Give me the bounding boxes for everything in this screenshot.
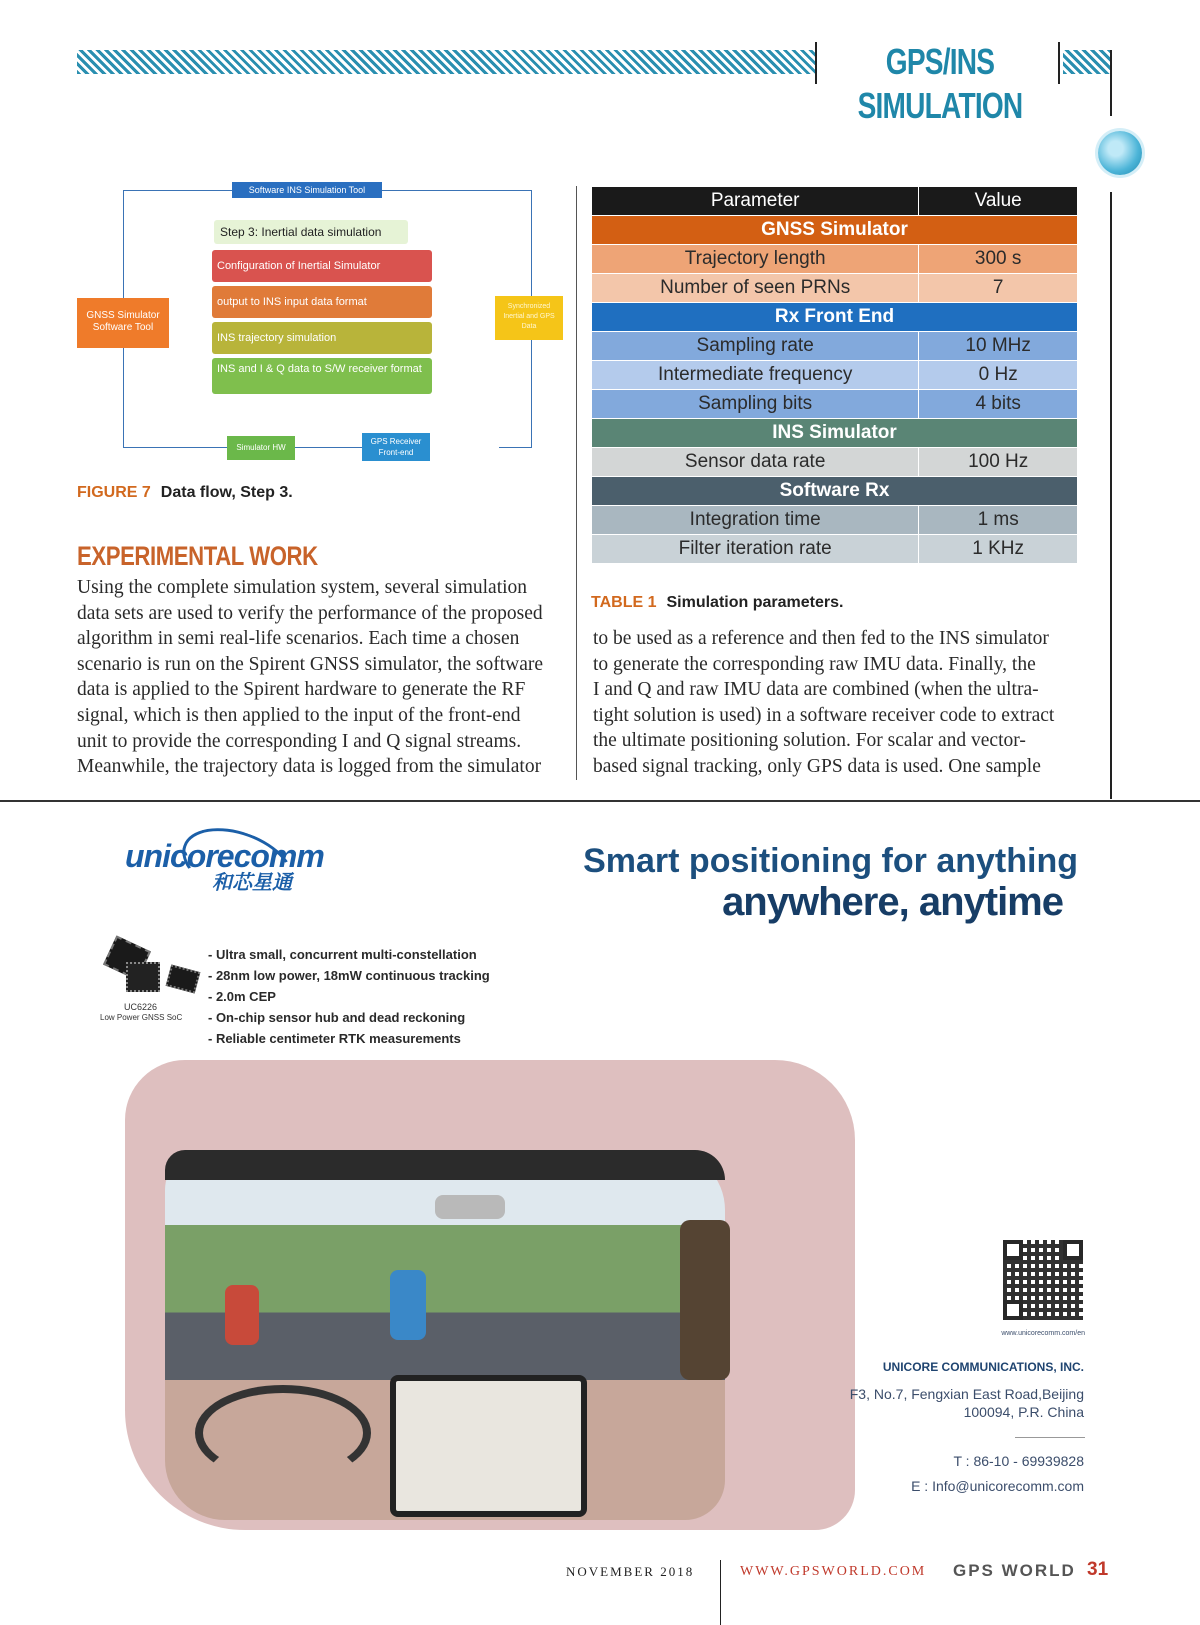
value-cell: 4 bits xyxy=(919,390,1078,419)
text-line: data is applied to the Spirent hardware to generate the RF xyxy=(77,679,526,701)
value-cell: 0 Hz xyxy=(919,361,1078,390)
list-item: - On-chip sensor hub and dead reckoning xyxy=(208,1010,466,1025)
param-cell: Sampling rate xyxy=(592,332,919,361)
step-box: output to INS input data format xyxy=(212,286,432,318)
section-row xyxy=(592,419,1078,448)
footer-magazine: GPS WORLD xyxy=(953,1561,1076,1580)
text-line: based signal tracking, only GPS data is used. One sample xyxy=(593,755,1041,777)
chip-image-icon xyxy=(104,940,174,995)
sync-data-box: Synchronized Inertial and GPS Data xyxy=(495,296,563,340)
table-row xyxy=(592,274,1078,303)
text-line: tight solution is used) in a software receiver code to extract xyxy=(593,704,1055,726)
footer-url: WWW.GPSWORLD.COM xyxy=(740,1564,927,1579)
table-row xyxy=(592,245,1078,274)
section-title: INS Simulator xyxy=(592,419,1078,448)
ad-tagline-2: anywhere, anytime xyxy=(722,880,1063,924)
step-label: Step 3: Inertial data simulation xyxy=(214,220,408,244)
param-cell: Intermediate frequency xyxy=(592,361,919,390)
table-caption-text: Simulation parameters. xyxy=(666,594,844,611)
value-cell: 1 KHz xyxy=(919,535,1078,564)
header-stripe xyxy=(1063,50,1111,74)
list-item: - Ultra small, concurrent multi-constellation xyxy=(208,947,477,962)
list-item: - 28nm low power, 18mW continuous tracking xyxy=(208,968,490,983)
page-number: 31 xyxy=(1087,1559,1109,1580)
unicorecomm-logo-cn: 和芯星通 xyxy=(212,872,292,894)
qr-url: www.unicorecomm.com/en xyxy=(1001,1330,1085,1337)
param-cell: Sampling bits xyxy=(592,390,919,419)
value-cell: 300 s xyxy=(919,245,1078,274)
column-divider xyxy=(576,186,577,780)
ad-separator xyxy=(0,800,1200,802)
section-row xyxy=(592,216,1078,245)
page-edge-line xyxy=(1110,192,1112,799)
feature-list xyxy=(208,944,628,1049)
param-cell: Trajectory length xyxy=(592,245,919,274)
table-row xyxy=(592,332,1078,361)
article-left-column xyxy=(77,575,564,780)
address-line-2: 100094, P.R. China xyxy=(963,1404,1084,1420)
logo-swoosh-icon xyxy=(172,814,304,916)
text-line: data sets are used to verify the performance of the proposed xyxy=(77,602,543,624)
chip-label: UC6226 xyxy=(124,1002,158,1012)
section-row xyxy=(592,303,1078,332)
section-heading: EXPERIMENTAL WORK xyxy=(77,541,318,571)
chip-description: Low Power GNSS SoC xyxy=(100,1013,183,1022)
section-title: GPS/INS SIMULATION xyxy=(857,41,1023,126)
text-line: scenario is run on the Spirent GNSS simulator, the software xyxy=(77,653,544,675)
header-divider xyxy=(815,42,817,84)
column-header: Value xyxy=(919,187,1078,216)
text-line: I and Q and raw IMU data are combined (when the ultra- xyxy=(593,679,1039,701)
gnss-tool-box: GNSS Simulator Software Tool xyxy=(77,298,169,348)
column-header: Parameter xyxy=(592,187,919,216)
ad-tagline-1: Smart positioning for anything xyxy=(583,842,1078,880)
value-cell: 10 MHz xyxy=(919,332,1078,361)
article-right-column xyxy=(593,626,1081,780)
table-row xyxy=(592,535,1078,564)
address-line-1: F3, No.7, Fengxian East Road,Beijing xyxy=(849,1386,1084,1402)
contact-divider xyxy=(1015,1437,1085,1438)
globe-icon xyxy=(1098,131,1142,175)
text-line: Meanwhile, the trajectory data is logged from the simulator xyxy=(77,756,542,778)
text-line: to be used as a reference and then fed to the INS simulator xyxy=(593,628,1049,649)
section-title: Rx Front End xyxy=(592,303,1078,332)
param-cell: Integration time xyxy=(592,506,919,535)
email: E : Info@unicorecomm.com xyxy=(911,1478,1084,1494)
param-cell: Sensor data rate xyxy=(592,448,919,477)
text-line: to generate the corresponding raw IMU data. Finally, the xyxy=(593,653,1036,675)
footer-date: NOVEMBER 2018 xyxy=(566,1564,695,1579)
ad-illustration xyxy=(105,1040,865,1540)
header-divider xyxy=(1058,42,1060,84)
header-stripe xyxy=(77,50,817,74)
value-cell: 1 ms xyxy=(919,506,1078,535)
step-box: Configuration of Inertial Simulator xyxy=(212,250,432,282)
value-cell: 100 Hz xyxy=(919,448,1078,477)
table-row xyxy=(592,506,1078,535)
table-row xyxy=(592,448,1078,477)
step-box: INS trajectory simulation xyxy=(212,322,432,354)
section-title: GNSS Simulator xyxy=(592,216,1078,245)
qr-code-icon xyxy=(1003,1240,1083,1320)
simulation-parameters-table xyxy=(591,186,1078,564)
gps-frontend-box: GPS Receiver Front-end xyxy=(362,433,430,461)
section-title: Software Rx xyxy=(592,477,1078,506)
simulator-hw-box: Simulator HW xyxy=(227,436,295,460)
param-cell: Filter iteration rate xyxy=(592,535,919,564)
text-line: algorithm in semi real-life scenarios. Each time a chosen xyxy=(77,628,520,650)
data-flow-diagram xyxy=(77,180,567,465)
list-item: - Reliable centimeter RTK measurements xyxy=(208,1031,461,1046)
step-box: INS and I & Q data to S/W receiver format xyxy=(212,358,432,394)
table-caption-label: TABLE 1 xyxy=(591,594,657,611)
page-edge-line xyxy=(1110,50,1112,116)
table-row xyxy=(592,361,1078,390)
text-line: unit to provide the corresponding I and Q signal streams. xyxy=(77,730,522,752)
phone: T : 86-10 - 69939828 xyxy=(953,1453,1084,1469)
param-cell: Number of seen PRNs xyxy=(592,274,919,303)
footer-divider xyxy=(720,1560,721,1625)
figure-caption-label: FIGURE 7 xyxy=(77,484,151,501)
text-line: signal, which is then applied to the input of the front-end xyxy=(77,704,521,726)
tool-title-box: Software INS Simulation Tool xyxy=(232,182,382,198)
text-line: Using the complete simulation system, several simulation xyxy=(77,577,528,598)
table-row xyxy=(592,390,1078,419)
value-cell: 7 xyxy=(919,274,1078,303)
unicorecomm-logo: unicorecomm xyxy=(125,838,324,874)
section-row xyxy=(592,477,1078,506)
company-name: UNICORE COMMUNICATIONS, INC. xyxy=(882,1360,1084,1374)
list-item: - 2.0m CEP xyxy=(208,989,276,1004)
table-header-row xyxy=(592,187,1078,216)
text-line: the ultimate positioning solution. For scalar and vector- xyxy=(593,730,1026,752)
figure-caption-text: Data flow, Step 3. xyxy=(160,484,293,501)
